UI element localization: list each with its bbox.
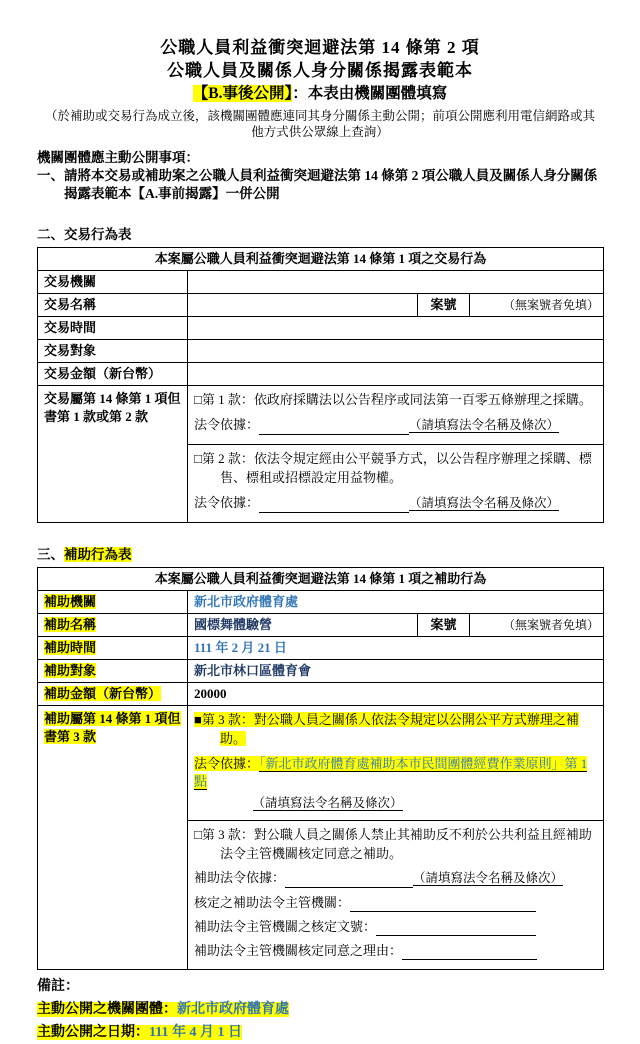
checkbox-unchecked-icon[interactable]: □ [194, 827, 202, 842]
publisher-value: 新北市政府體育處 [177, 1002, 289, 1017]
transaction-clause-label: 交易屬第 14 條第 1 項但書第 1 款或第 2 款 [38, 386, 188, 523]
table-row [38, 683, 604, 706]
subsidy-name-value: 國標舞體驗營 [188, 614, 418, 637]
legal-basis-value: 「新北市政府體育處補助本市民間團體經費作業原則」第 1 點 [194, 756, 588, 789]
approval-reason-blank-field[interactable] [402, 946, 537, 960]
transaction-option1-text: 第 1 款：依政府採購法以公告程序或同法第一百零五條辦理之採購。 [201, 392, 592, 407]
transaction-name-label: 交易名稱 [38, 294, 188, 317]
transaction-time-label: 交易時間 [38, 317, 188, 340]
subtitle-suffix: ：本表由機關團體填寫 [292, 85, 448, 102]
transaction-amount-field[interactable] [188, 363, 604, 386]
transaction-table-header: 本案屬公職人員利益衝突迴避法第 14 條第 1 項之交易行為 [38, 248, 604, 271]
subsidy-case-label: 案號 [418, 614, 470, 637]
table-row [38, 340, 604, 363]
page-title-line2: 公職人員及關係人身分關係揭露表範本 [167, 61, 473, 80]
publisher-line [37, 999, 603, 1021]
transaction-target-field[interactable] [188, 340, 604, 363]
section-title-subsidy [37, 543, 603, 563]
subsidy-organ-label: 補助機關 [38, 591, 188, 614]
subsidy-name-label: 補助名稱 [38, 614, 188, 637]
table-row [38, 637, 604, 660]
transaction-organ-field[interactable] [188, 271, 604, 294]
publish-date-label: 主動公開之日期： [37, 1025, 149, 1040]
transaction-option1-cell [188, 386, 604, 445]
header-note: （於補助或交易行為成立後，該機關團體應連同其身分關係主動公開；前項公開應利用電信網路或其他方式供公眾線上查詢） [44, 109, 595, 139]
checkbox-unchecked-icon[interactable]: □ [194, 451, 202, 466]
checkbox-unchecked-icon[interactable]: □ [194, 392, 202, 407]
table-row [38, 294, 604, 317]
table-row [38, 660, 604, 683]
publish-date-value: 111 年 4 月 1 日 [149, 1025, 242, 1040]
transaction-case-label: 案號 [418, 294, 470, 317]
subsidy-time-label: 補助時間 [38, 637, 188, 660]
subsidy-option-checked-cell [188, 706, 604, 821]
page-subtitle [37, 83, 603, 105]
checkbox-checked-icon[interactable]: ■ [194, 712, 202, 727]
subsidy-section-label: 補助行為表 [64, 547, 132, 562]
table-row [38, 614, 604, 637]
approval-reason-label: 補助法令主管機關核定同意之理由： [194, 943, 403, 958]
transaction-option2-cell [188, 445, 604, 523]
subsidy-amount-value: 20000 [188, 683, 604, 706]
subsidy-option-unchecked-text: 第 3 款：對公職人員之關係人禁止其補助反不利於公共利益且經補助法令主管機關核定同意之補助。 [201, 827, 592, 861]
legal-basis-hint: （請填寫法令名稱及條次） [409, 496, 560, 510]
subsidy-option-checked-text: 第 3 款：對公職人員之關係人依法令規定以公開公平方式辦理之補助。 [201, 712, 579, 746]
footer-remarks [37, 976, 603, 1044]
table-row [38, 568, 604, 591]
subsidy-clause-label: 補助屬第 14 條第 1 項但書第 3 款 [38, 706, 188, 970]
section-number: 三、 [37, 547, 64, 562]
page-title-line1: 公職人員利益衝突迴避法第 14 條第 2 項 [160, 38, 480, 57]
subsidy-case-note: （無案號者免填） [470, 614, 604, 637]
transaction-target-label: 交易對象 [38, 340, 188, 363]
notice-item-1: 一、請將本交易或補助案之公職人員利益衝突迴避法第 14 條第 2 項公職人員及關係人身分關係揭露表範本【A.事前揭露】一併公開 [37, 168, 598, 201]
transaction-organ-label: 交易機關 [38, 271, 188, 294]
subsidy-amount-label: 補助金額（新台幣） [38, 683, 188, 706]
subsidy-organ-value: 新北市政府體育處 [188, 591, 604, 614]
legal-basis-label: 法令依據： [194, 417, 260, 432]
table-row [38, 363, 604, 386]
publisher-label: 主動公開之機關團體： [37, 1002, 177, 1017]
notice-heading: 機關團體應主動公開事項： [37, 150, 199, 165]
table-row [38, 706, 604, 821]
table-row [38, 248, 604, 271]
subsidy-legal-basis-label: 補助法令依據： [194, 870, 286, 885]
legal-basis-blank-field[interactable] [259, 421, 409, 435]
publish-date-line [37, 1022, 603, 1044]
table-row [38, 271, 604, 294]
transaction-name-field[interactable] [188, 294, 418, 317]
legal-basis-hint: （請填寫法令名稱及條次） [409, 418, 560, 432]
table-row [38, 591, 604, 614]
subsidy-legal-basis-hint: （請填寫法令名稱及條次） [413, 871, 564, 885]
table-row [38, 386, 604, 445]
transaction-amount-label: 交易金額（新台幣） [38, 363, 188, 386]
subsidy-target-value: 新北市林口區體育會 [188, 660, 604, 683]
section-title-transaction: 二、交易行為表 [37, 227, 132, 242]
after-disclosure-badge: 【B.事後公開】 [192, 85, 293, 102]
subsidy-table [37, 567, 604, 970]
subsidy-legal-basis-blank-field[interactable] [285, 874, 413, 888]
transaction-option2-text: 第 2 款：依法令規定經由公平競爭方式，以公告程序辦理之採購、標售、標租或招標設定用益物權。 [201, 451, 592, 485]
transaction-case-note: （無案號者免填） [470, 294, 604, 317]
table-row [38, 317, 604, 340]
transaction-time-field[interactable] [188, 317, 604, 340]
remark-label: 備註： [37, 979, 79, 994]
subsidy-option-unchecked-cell [188, 821, 604, 970]
approving-authority-blank-field[interactable] [350, 898, 536, 912]
legal-basis-label: 法令依據： [194, 756, 260, 771]
approval-docno-label: 補助法令主管機關之核定文號： [194, 919, 377, 934]
subsidy-time-value: 111 年 2 月 21 日 [188, 637, 604, 660]
transaction-table [37, 247, 604, 523]
legal-basis-blank-field[interactable] [259, 499, 409, 513]
subsidy-table-header: 本案屬公職人員利益衝突迴避法第 14 條第 1 項之補助行為 [38, 568, 604, 591]
legal-basis-label: 法令依據： [194, 495, 260, 510]
approving-authority-label: 核定之補助法令主管機關： [194, 895, 351, 910]
legal-basis-hint: （請填寫法令名稱及條次） [252, 796, 403, 810]
subsidy-target-label: 補助對象 [38, 660, 188, 683]
approval-docno-blank-field[interactable] [376, 922, 536, 936]
